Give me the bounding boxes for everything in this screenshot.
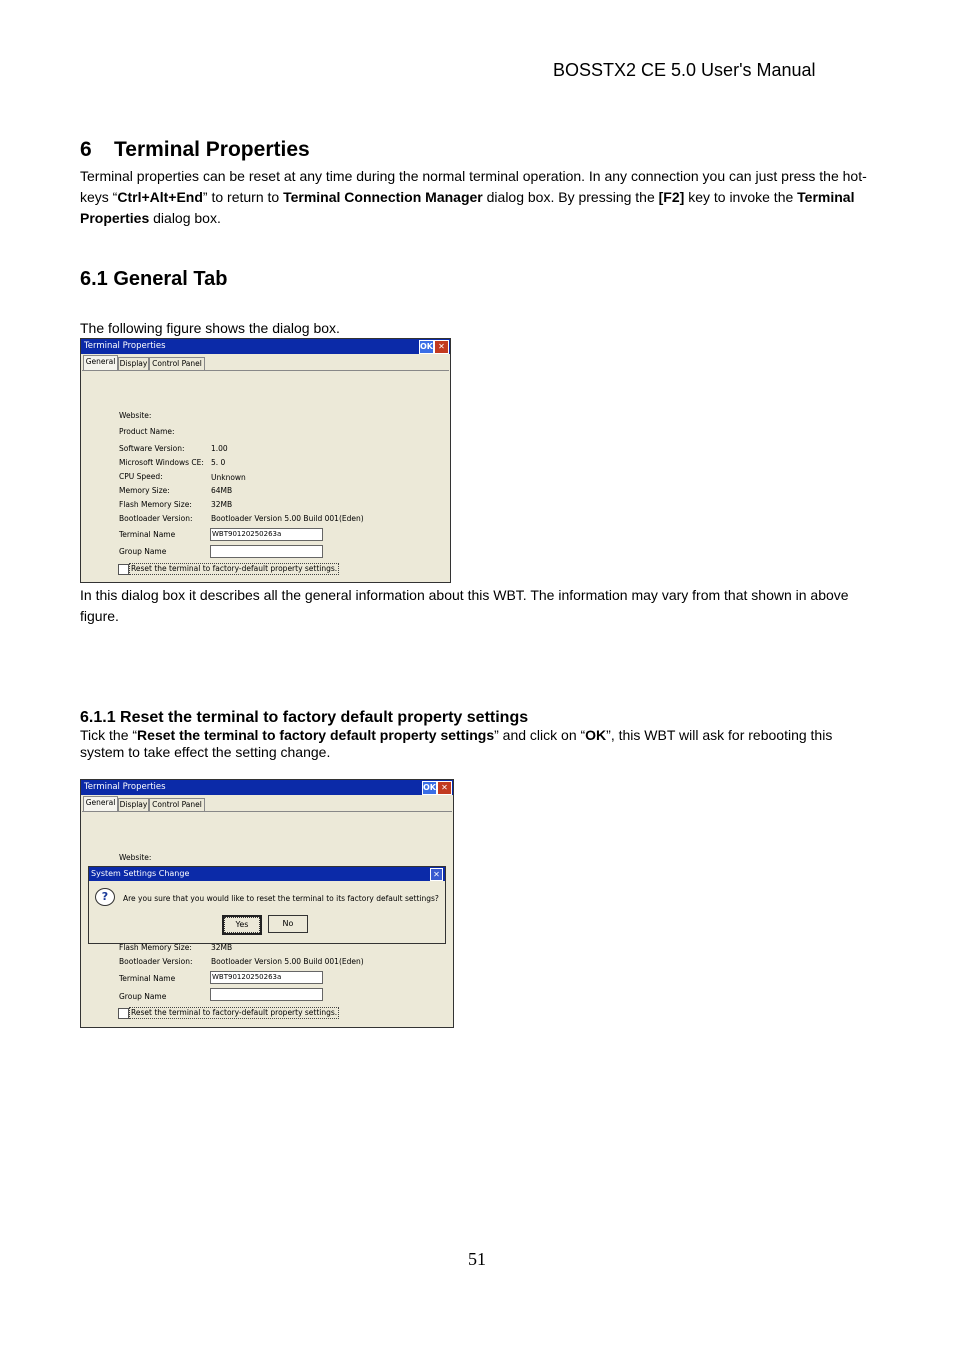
question-icon: ?: [95, 888, 115, 906]
group-name-label: Group Name: [119, 547, 167, 556]
section-heading: [80, 138, 310, 162]
close-icon[interactable]: ✕: [434, 340, 449, 354]
text: dialog box. By pressing the: [482, 189, 659, 205]
text: Terminal properties can be reset at any time during the normal terminal operation. In any connection you can just press the hot-keys “: [80, 168, 867, 205]
system-settings-change-dialog: [88, 866, 446, 944]
figure-caption: The following figure shows the dialog box.: [80, 320, 340, 336]
memory-size-label: Memory Size:: [119, 486, 170, 495]
dialog-titlebar: [81, 780, 453, 795]
memory-size-value: 64MB: [211, 486, 233, 495]
dialog-titlebar: [81, 339, 450, 354]
flash-memory-label: Flash Memory Size:: [119, 500, 192, 509]
dialog-title: Terminal Properties: [84, 782, 166, 792]
tab-control-panel[interactable]: Control Panel: [149, 798, 205, 811]
website-label: Website:: [119, 411, 152, 420]
terminal-name-label: Terminal Name: [119, 530, 176, 539]
text: ” to return to: [202, 189, 284, 205]
message-titlebar: [89, 867, 445, 881]
close-icon[interactable]: ✕: [437, 781, 452, 795]
windows-ce-value: 5. 0: [211, 458, 226, 467]
message-title: System Settings Change: [91, 869, 190, 878]
yes-button[interactable]: Yes: [222, 915, 262, 935]
bold-term: Terminal Properties: [80, 189, 855, 226]
tab-display[interactable]: Display: [119, 359, 148, 368]
intro-paragraph: [80, 166, 880, 229]
tab-display[interactable]: Display: [119, 800, 148, 809]
flash-memory-label: Flash Memory Size:: [119, 943, 192, 952]
no-button[interactable]: No: [268, 915, 308, 933]
reset-checkbox[interactable]: [118, 564, 129, 575]
tab-divider: [82, 811, 452, 812]
subsubsection-heading: 6.1.1 Reset the terminal to factory default property settings: [80, 709, 529, 726]
software-version-label: Software Version:: [119, 444, 185, 453]
flash-memory-value: 32MB: [211, 500, 233, 509]
subsection-heading: 6.1 General Tab: [80, 268, 228, 290]
ok-button[interactable]: OK: [419, 340, 434, 354]
bold-term: OK: [585, 727, 607, 743]
cpu-speed-label: CPU Speed:: [119, 472, 163, 481]
terminal-properties-dialog-confirm: [80, 779, 454, 1028]
close-icon[interactable]: ✕: [430, 868, 443, 881]
text: Tick the “: [80, 727, 138, 743]
dialog-title: Terminal Properties: [84, 341, 166, 351]
windows-ce-label: Microsoft Windows CE:: [119, 458, 204, 467]
group-name-input[interactable]: [210, 988, 323, 1001]
bold-term: Reset the terminal to factory default property settings: [137, 727, 495, 743]
bold-term: Terminal Connection Manager: [283, 189, 483, 205]
product-name-label: Product Name:: [119, 427, 175, 436]
tab-divider: [82, 370, 449, 371]
tab-general[interactable]: General: [83, 796, 118, 812]
text: ” and click on “: [494, 727, 586, 743]
text: key to invoke the: [684, 189, 798, 205]
bootloader-value: Bootloader Version 5.00 Build 001(Eden): [211, 957, 364, 966]
tab-control-panel[interactable]: Control Panel: [149, 357, 205, 370]
page-number: 51: [468, 1249, 486, 1269]
reset-checkbox-label[interactable]: Reset the terminal to factory-default property settings.: [131, 1008, 338, 1017]
reset-instruction: [80, 727, 880, 761]
group-name-label: Group Name: [119, 992, 167, 1001]
section-number: 6: [80, 138, 92, 161]
terminal-name-label: Terminal Name: [119, 974, 176, 983]
text: dialog box.: [149, 210, 221, 226]
page-header: BOSSTX2 CE 5.0 User's Manual: [553, 60, 816, 80]
bootloader-label: Bootloader Version:: [119, 514, 193, 523]
bootloader-value: Bootloader Version 5.00 Build 001(Eden): [211, 514, 364, 523]
bootloader-label: Bootloader Version:: [119, 957, 193, 966]
hotkey: Ctrl+Alt+End: [117, 189, 203, 205]
terminal-name-input[interactable]: WBT90120250263a: [210, 528, 323, 541]
text: ”, this WBT will ask for rebooting this system to take effect the setting change.: [80, 727, 833, 760]
f2-key: [F2]: [658, 189, 685, 205]
figure-description: In this dialog box it describes all the general information about this WBT. The information may vary from that shown in above figure.: [80, 587, 849, 624]
reset-checkbox-label[interactable]: Reset the terminal to factory-default property settings.: [131, 564, 338, 573]
software-version-value: 1.00: [211, 444, 228, 453]
cpu-speed-value: Unknown: [211, 473, 246, 482]
message-text: Are you sure that you would like to reset the terminal to its factory default settings?: [123, 894, 439, 903]
group-name-input[interactable]: [210, 545, 323, 558]
tab-general[interactable]: General: [83, 355, 118, 371]
terminal-name-input[interactable]: WBT90120250263a: [210, 971, 323, 984]
flash-memory-value: 32MB: [211, 943, 233, 952]
section-title: Terminal Properties: [114, 138, 310, 161]
ok-button[interactable]: OK: [422, 781, 437, 795]
reset-checkbox[interactable]: [118, 1008, 129, 1019]
website-label: Website:: [119, 853, 152, 862]
terminal-properties-dialog: [80, 338, 451, 583]
